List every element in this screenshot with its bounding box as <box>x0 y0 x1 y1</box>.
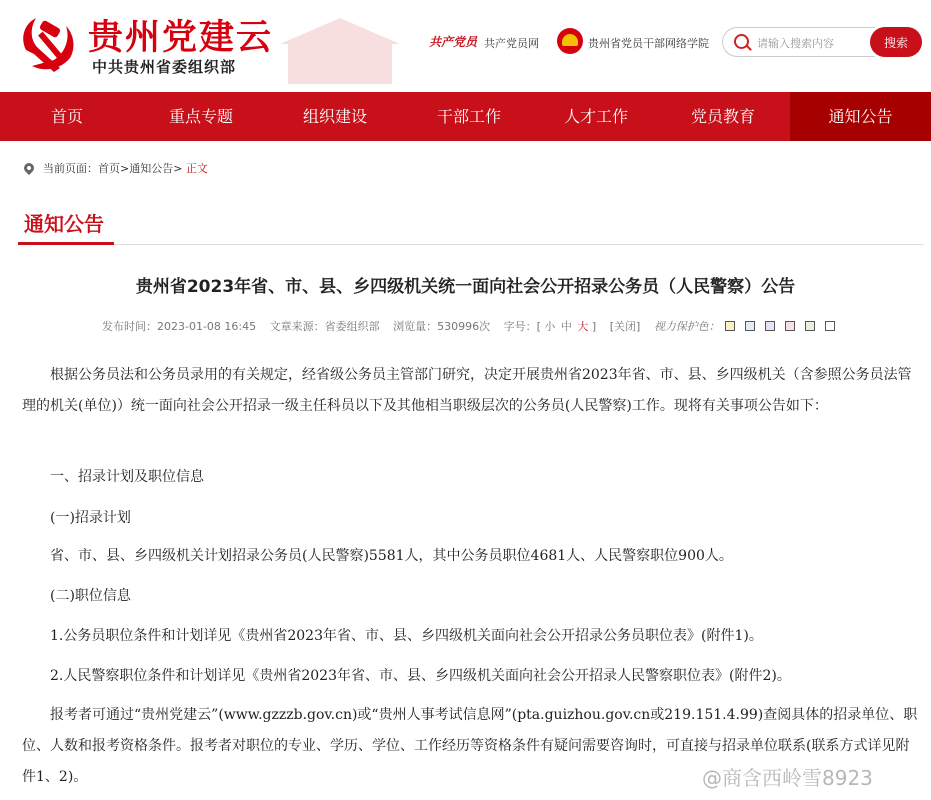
font-size-bracket: ] <box>591 320 597 333</box>
breadcrumb-prefix: 当前页面： <box>43 162 98 175</box>
color-swatch[interactable] <box>785 321 795 331</box>
breadcrumb-separator: > <box>173 161 183 175</box>
search-box <box>722 27 875 57</box>
color-swatch[interactable] <box>805 321 815 331</box>
paragraph-police-positions: 2.人民警察职位条件和计划详见《贵州省2023年省、市、县、乡四级机关面向社会公开招录人民警察职位表》(附件2)。 <box>50 668 791 684</box>
font-size-small[interactable]: 小 <box>544 320 556 333</box>
section-divider-accent <box>18 242 114 245</box>
color-swatch[interactable] <box>725 321 735 331</box>
weibo-watermark: @商含西岭雪8923 <box>702 766 873 790</box>
breadcrumb <box>24 160 208 176</box>
party-school-link[interactable]: 贵州省党员干部网络学院 <box>588 37 709 50</box>
gongchan-dangyuan-link[interactable]: 共产党员网 <box>484 37 539 50</box>
nav-member-education[interactable]: 党员教育 <box>690 107 755 126</box>
close-link[interactable]: [关闭] <box>609 320 641 333</box>
subheading-position-info: (二)职位信息 <box>50 588 131 604</box>
breadcrumb-section[interactable]: 通知公告 <box>129 162 174 175</box>
paragraph-inquiry: 报考者可通过“贵州党建云”(www.gzzzb.gov.cn)或“贵州人事考试信息网”(pta.guizhou.gov.cn或219.151.4.99)查阅具体的招录单位、职位、人数和报考资格条件。报考者对职位的专业、学历、学位、工作经历等资格条件有疑问需要咨询时，可直接与招录单位联系(联系方式详见附件1、2)。 <box>22 707 918 785</box>
article-meta <box>102 318 845 334</box>
nav-home[interactable]: 首页 <box>50 107 83 126</box>
paragraph-intro: 根据公务员法和公务员录用的有关规定，经省级公务员主管部门研究，决定开展贵州省2023年省、市、县、乡四级机关（含参照公务员法管理的机关(单位)）统一面向社会公开招录一级主任科员以下及其他相当职级层次的公务员(人民警察)工作。现将有关事项公告如下： <box>22 367 912 414</box>
nav-key-topics[interactable]: 重点专题 <box>168 107 233 126</box>
site-logo-title[interactable]: 贵州党建云 <box>88 17 274 58</box>
party-school-logo-icon[interactable] <box>557 28 583 54</box>
party-emblem-icon <box>14 10 80 76</box>
nav-talent-work[interactable]: 人才工作 <box>563 107 628 126</box>
building-decoration <box>270 14 410 86</box>
nav-cadre-work[interactable]: 干部工作 <box>436 107 501 126</box>
article-title: 贵州省2023年省、市、县、乡四级机关统一面向社会公开招录公务员（人民警察）公告 <box>135 277 796 297</box>
color-swatch[interactable] <box>765 321 775 331</box>
site-logo-subtitle: 中共贵州省委组织部 <box>92 58 237 76</box>
font-size-large[interactable]: 大 <box>577 320 589 333</box>
breadcrumb-home[interactable]: 首页 <box>98 162 120 175</box>
breadcrumb-separator: > <box>120 161 130 175</box>
gongchan-dangyuan-logo[interactable]: 共产党员 <box>429 35 478 49</box>
search-icon <box>734 34 749 49</box>
paragraph-civil-servant-positions: 1.公务员职位条件和计划详见《贵州省2023年省、市、县、乡四级机关面向社会公开招录公务员职位表》(附件1)。 <box>50 628 763 644</box>
paragraph-recruit-count: 省、市、县、乡四级机关计划招录公务员(人民警察)5581人，其中公务员职位4681人、人民警察职位900人。 <box>50 548 733 564</box>
article-source: 文章来源：省委组织部 <box>269 320 380 333</box>
subheading-recruit-plan: (一)招录计划 <box>50 510 131 526</box>
location-pin-icon <box>22 161 36 175</box>
eye-protect-swatches <box>725 320 845 333</box>
eye-protect-label: 视力保护色： <box>653 320 720 333</box>
view-count: 浏览量：530996次 <box>393 320 491 333</box>
color-swatch[interactable] <box>745 321 755 331</box>
font-size-medium[interactable]: 中 <box>560 320 572 333</box>
search-input[interactable] <box>755 32 875 54</box>
section-divider <box>18 244 924 245</box>
nav-org-building[interactable]: 组织建设 <box>302 107 367 126</box>
site-header <box>0 0 931 92</box>
font-size-label: 字号：[ <box>503 320 541 333</box>
heading-recruit-plan-positions: 一、招录计划及职位信息 <box>50 469 204 485</box>
publish-time: 发布时间：2023-01-08 16:45 <box>102 320 257 333</box>
nav-notices[interactable]: 通知公告 <box>790 92 931 141</box>
search-button[interactable]: 搜索 <box>870 27 922 57</box>
color-swatch[interactable] <box>825 321 835 331</box>
breadcrumb-current: 正文 <box>185 162 208 175</box>
section-title: 通知公告 <box>24 212 104 236</box>
main-nav <box>0 92 931 141</box>
